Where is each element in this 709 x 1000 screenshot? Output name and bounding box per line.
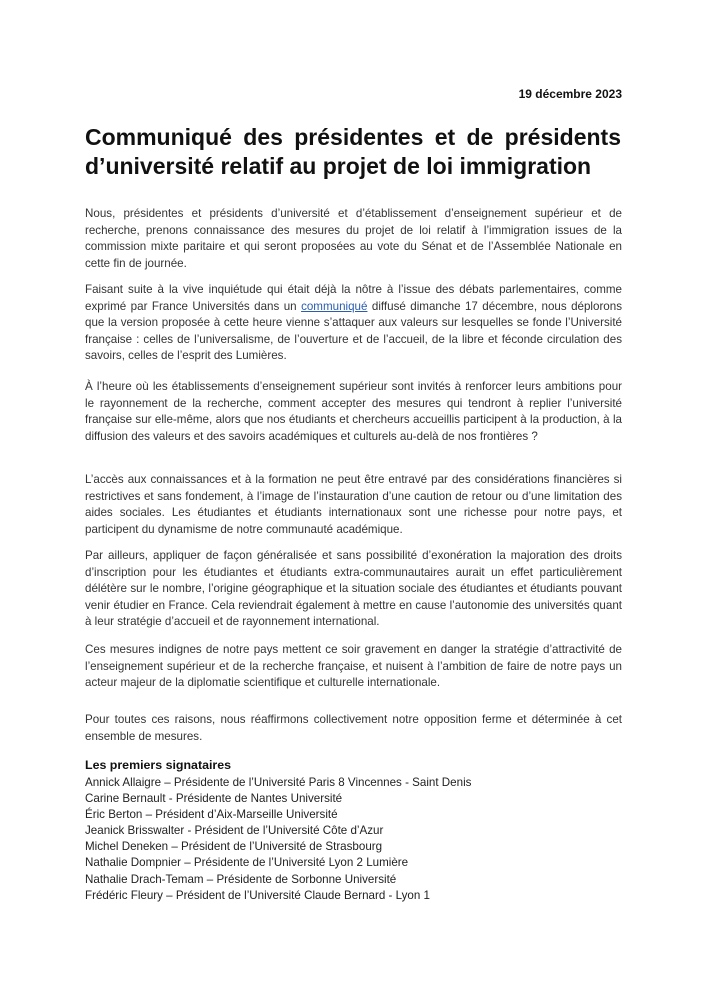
- paragraph-intro: Nous, présidentes et présidents d’université et d’établissement d’enseignement supérieur et de recherche, prenons connaissance des mesures du projet de loi relatif à l’immigration issues de la commission mixte paritaire et qui seront proposées au vote du Sénat et de l’Assemblée Nationale en cette fin de journée.: [85, 207, 622, 270]
- signatory-item: Carine Bernault - Présidente de Nantes Université: [85, 792, 343, 806]
- communique-link[interactable]: communiqué: [301, 299, 368, 313]
- signatories-heading: Les premiers signataires: [85, 758, 232, 772]
- signatory-item: Nathalie Drach-Temam – Présidente de Sorbonne Université: [85, 872, 397, 886]
- title-line-1: Communiqué des présidentes et de présidents: [85, 124, 621, 150]
- signatory-item: Jeanick Brisswalter - Président de l’Université Côte d’Azur: [85, 824, 384, 838]
- paragraph-france-universites: [85, 282, 622, 365]
- signatory-item: Frédéric Fleury – Président de l’Université Claude Bernard - Lyon 1: [85, 888, 430, 902]
- paragraph-acces: L’accès aux connaissances et à la formation ne peut être entravé par des considérations financières si restrictives et sans fondement, à l’image de l’instauration d’une caution de retour ou d’une limitation des aides sociales. Les étudiantes et étudiants internationaux sont une richesse pour notre pays, et participent du dynamisme de notre communauté académique.: [85, 473, 622, 536]
- signatory-item: Annick Allaigre – Présidente de l’Université Paris 8 Vincennes - Saint Denis: [85, 776, 472, 789]
- title-line-2: d’université relatif au projet de loi immigration: [85, 153, 592, 179]
- signatory-item: Éric Berton – Président d’Aix-Marseille Université: [85, 808, 338, 822]
- paragraph-conclusion: Pour toutes ces raisons, nous réaffirmons collectivement notre opposition ferme et déterminée à cet ensemble de mesures.: [85, 713, 622, 743]
- document-date: 19 décembre 2023: [518, 87, 622, 101]
- paragraph-droits-inscription: Par ailleurs, appliquer de façon généralisée et sans possibilité d’exonération la majoration des droits d’inscription pour les étudiantes et étudiants extra-communautaires aurait un effet particulièrement délétère sur le nombre, l’origine géographique et la situation sociale des étudiantes et étudiants pouvant venir étudier en France. Cela reviendrait également à mettre en cause l’autonomie des universités quant à leur stratégie d’accueil et de rayonnement international.: [85, 549, 622, 629]
- signatories-list: [85, 775, 471, 904]
- signatory-item: Michel Deneken – Président de l’Université de Strasbourg: [85, 840, 383, 854]
- signatory-item: Nathalie Dompnier – Présidente de l’Université Lyon 2 Lumière: [85, 856, 409, 870]
- paragraph-text: diffusé dimanche 17 décembre, nous déplorons que la version proposée à cette heure vienne s’attaquer aux valeurs sur lesquelles se fonde l’Université française : celles de l’universalisme, de l’ouverture et de l’accueil, de la libre et féconde circulation des savoirs, celles de l’esprit des Lumières.: [85, 299, 623, 363]
- paragraph-text: Faisant suite à la vive inquiétude qui était déjà la nôtre à l’issue des débats parlementaires, comme exprimé par France Universités dans un: [85, 283, 622, 313]
- paragraph-rayonnement: À l’heure où les établissements d’enseignement supérieur sont invités à renforcer leurs ambitions pour le rayonnement de la recherche, comment accepter des mesures qui tendront à replier l’université française sur elle-même, alors que nos étudiants et chercheurs accueillis participent à la production, à la diffusion des valeurs et des savoirs académiques et culturels au-delà de nos frontières ?: [85, 380, 622, 443]
- document-title: [85, 123, 621, 181]
- paragraph-mesures-indignes: Ces mesures indignes de notre pays mettent ce soir gravement en danger la stratégie d’attractivité de l’enseignement supérieur et de la recherche française, et nuisent à l’ambition de faire de notre pays un acteur majeur de la diplomatie scientifique et culturelle internationale.: [85, 643, 622, 690]
